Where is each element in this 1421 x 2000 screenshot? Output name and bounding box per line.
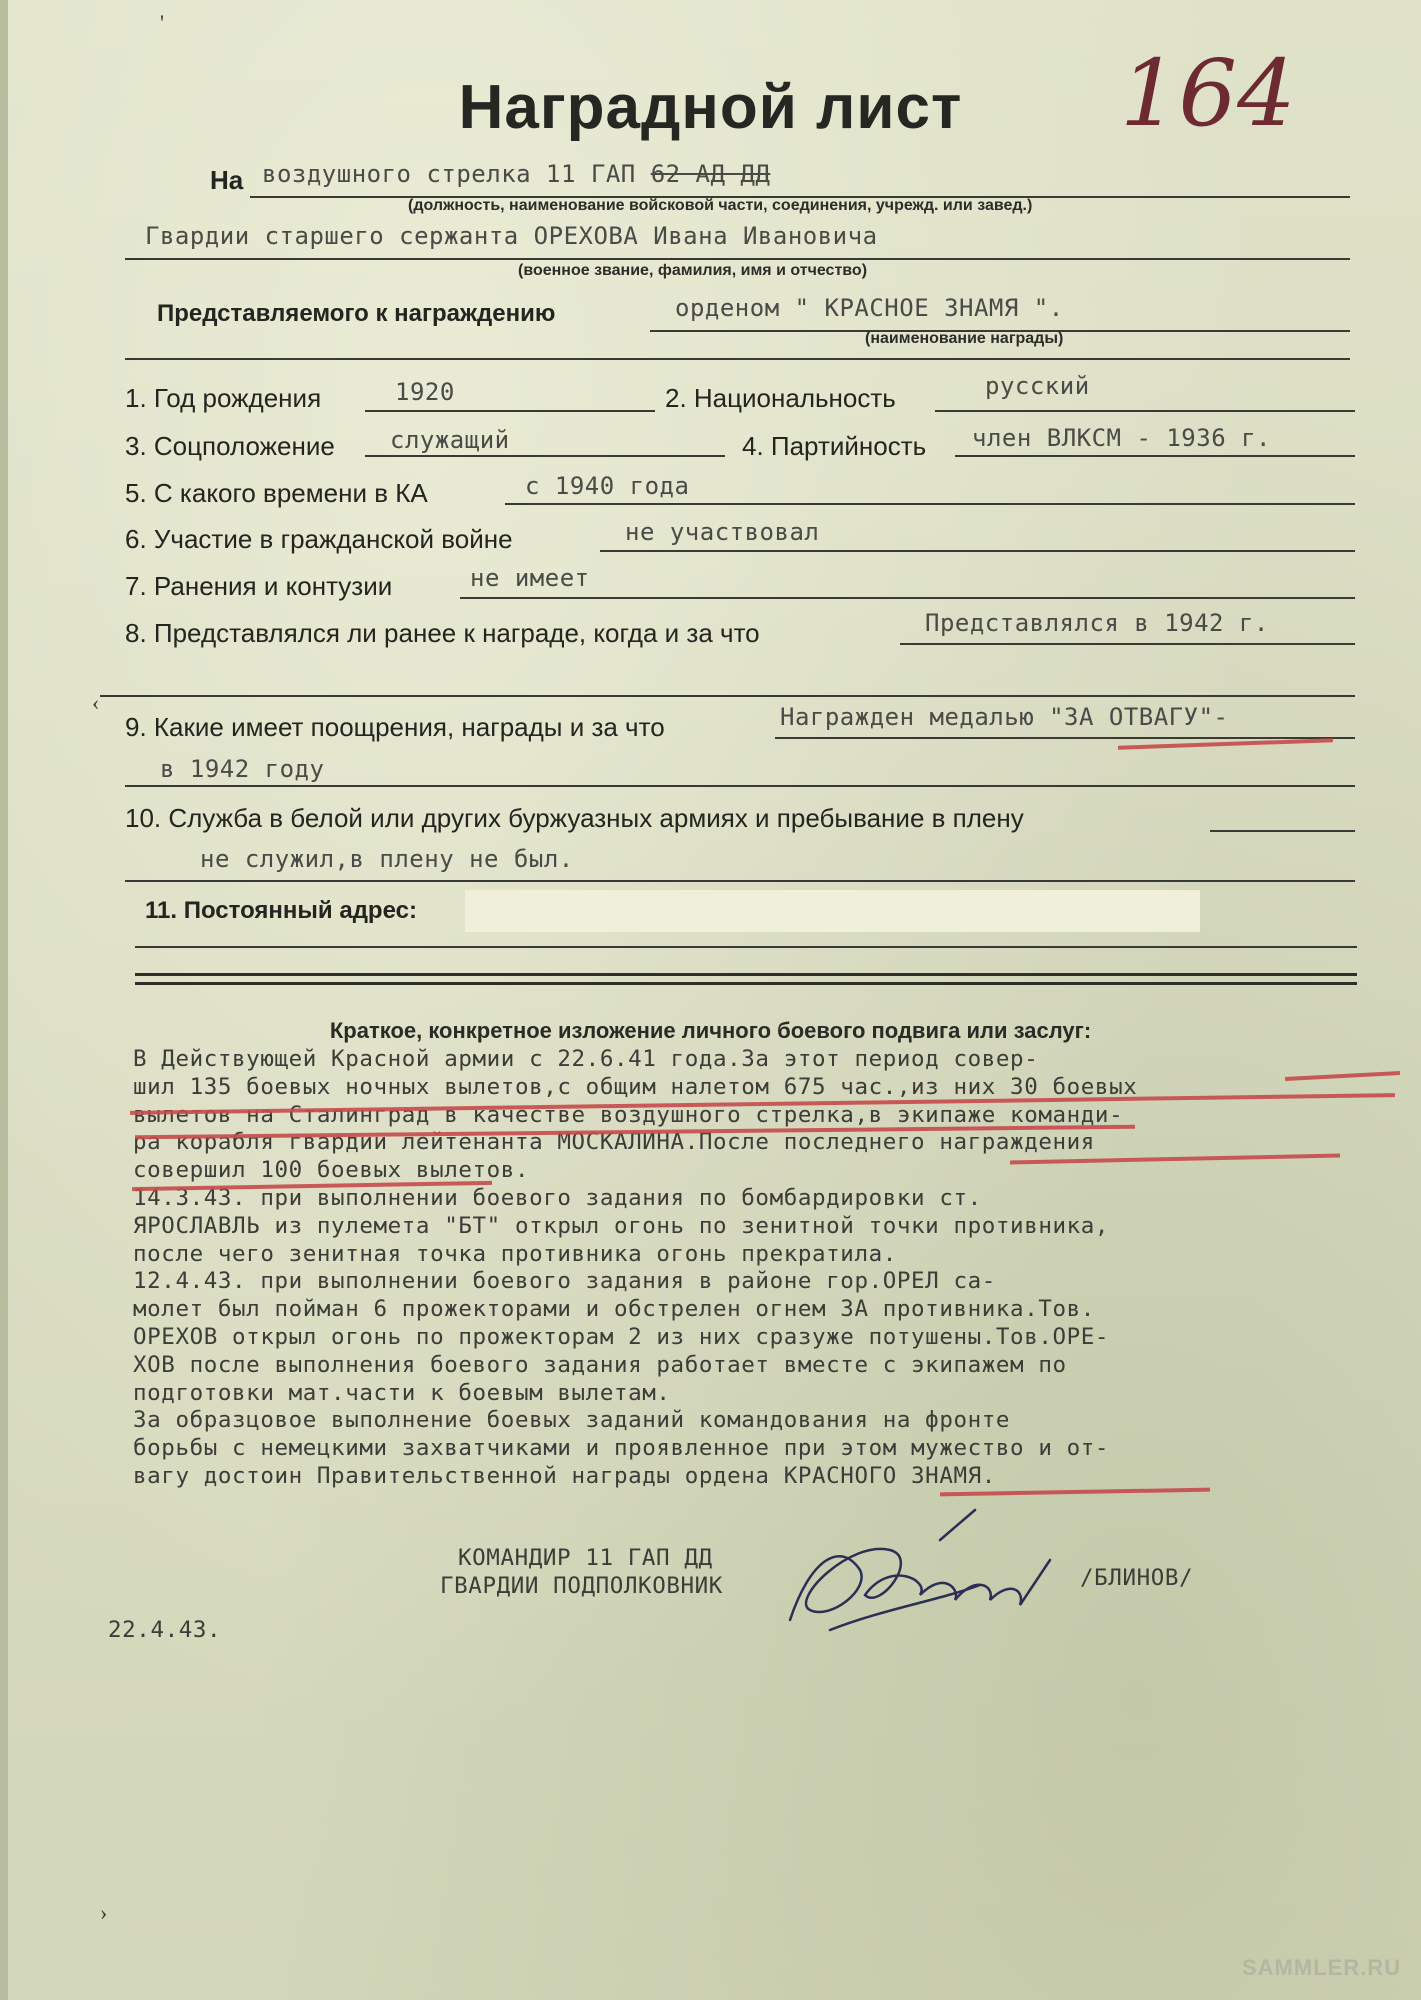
q4-label: 4. Партийность	[742, 431, 927, 461]
award-caption: (наименование награды)	[865, 330, 1064, 347]
summary-text	[133, 1046, 1137, 1491]
summary-line: после чего зенитная точка противника огонь прекратила.	[133, 1240, 897, 1267]
page-title: Наградной лист	[458, 73, 963, 142]
q1-line	[365, 410, 655, 412]
q6-line	[600, 550, 1355, 552]
q4-value: член ВЛКСМ - 1936 г.	[972, 424, 1271, 452]
q3-label: 3. Соцположение	[125, 431, 335, 461]
summary-line: молет был пойман 6 прожекторами и обстрелен огнем ЗА противника.Тов.	[133, 1296, 1095, 1323]
q8-value: Представлялся в 1942 г.	[925, 609, 1269, 637]
summary-line: ЯРОСЛАВЛЬ из пулемета "БТ" открыл огонь по зенитной точки противника,	[133, 1212, 1110, 1239]
q9-line-2	[125, 785, 1355, 787]
paper-edge	[0, 0, 8, 2000]
q2-label: 2. Национальность	[665, 383, 896, 413]
q7-value: не имеет	[470, 564, 590, 592]
commander-rank: ГВАРДИИ ПОДПОЛКОВНИК	[440, 1573, 723, 1599]
summary-line: 14.3.43. при выполнении боевого задания по бомбардировки ст.	[133, 1184, 982, 1211]
name-caption: (военное звание, фамилия, имя и отчество)	[518, 262, 868, 279]
q6-value: не участвовал	[625, 518, 820, 546]
q6-label: 6. Участие в гражданской войне	[125, 524, 513, 554]
q2-line	[935, 410, 1355, 412]
commander-name: /БЛИНОВ/	[1080, 1565, 1194, 1591]
position-unit: воздушного стрелка 11 ГАП	[262, 160, 636, 188]
recipient-name: Гвардии старшего сержанта ОРЕХОВА Ивана Ивановича	[145, 222, 878, 250]
position-struck-text: 62 АД ДД	[650, 160, 771, 188]
summary-line: ОРЕХОВ открыл огонь по прожекторам 2 из них сразуже потушены.Тов.ОРЕ-	[133, 1323, 1110, 1350]
q8-line-2	[100, 695, 1355, 697]
name-line	[125, 258, 1350, 260]
summary-line: ра корабля гвардии лейтенанта МОСКАЛИНА.После последнего награждения	[133, 1129, 1095, 1156]
handwritten-record-number	[1120, 40, 1296, 147]
position-value	[262, 160, 770, 188]
q3-value: служащий	[390, 426, 510, 454]
summary-line: В Действующей Красной армии с 22.6.41 года.За этот период совер-	[133, 1046, 1039, 1072]
q2-value: русский	[985, 372, 1090, 400]
q9-label: 9. Какие имеет поощрения, награды и за что	[125, 712, 665, 742]
q7-label: 7. Ранения и контузии	[125, 571, 393, 601]
q5-value: с 1940 года	[525, 472, 690, 500]
summary-line: вагу достоин Правительственной награды ордена КРАСНОГО ЗНАМЯ.	[133, 1462, 996, 1489]
q8-line	[900, 643, 1355, 645]
q11-label: 11. Постоянный адрес:	[145, 897, 417, 924]
award-line-2	[125, 358, 1350, 360]
summary-heading: Краткое, конкретное изложение личного боевого подвига или заслуг:	[329, 1018, 1092, 1043]
q3-line	[365, 455, 725, 457]
summary-line: ХОВ после выполнения боевого задания работает вместе с экипажем по	[133, 1351, 1067, 1378]
q5-line	[505, 503, 1355, 505]
q9-value: Награжден медалью "ЗА ОТВАГУ"-	[780, 703, 1229, 731]
summary-line: 12.4.43. при выполнении боевого задания в районе гор.ОРЕЛ са-	[133, 1268, 996, 1295]
paper-mark: ‹	[92, 690, 100, 715]
position-caption: (должность, наименование войсковой части, соединения, учрежд. или завед.)	[408, 197, 1033, 214]
section-rule-1	[135, 973, 1357, 976]
summary-line: подготовки мат.части к боевым вылетам.	[133, 1379, 671, 1406]
q1-value: 1920	[395, 378, 455, 406]
watermark: SAMMLER.RU	[1242, 1955, 1402, 1980]
summary-line: За образцовое выполнение боевых заданий командования на фронте	[133, 1407, 1011, 1434]
q9-value-2: в 1942 году	[160, 755, 325, 783]
summary-line: совершил 100 боевых вылетов.	[133, 1157, 530, 1184]
award-label: Представляемого к награждению	[157, 300, 556, 327]
award-value: орденом " КРАСНОЕ ЗНАМЯ ".	[675, 294, 1064, 322]
record-number: 164	[1120, 40, 1296, 147]
signature-scrawl	[770, 1500, 1090, 1650]
summary-line: вылетов на Сталинград в качестве воздушного стрелка,в экипаже команди-	[133, 1101, 1124, 1128]
paper-mark: ›	[100, 1900, 108, 1925]
red-underline-medal	[1118, 738, 1333, 750]
q8-label: 8. Представлялся ли ранее к награде, когда и за что	[125, 618, 760, 648]
q11-line-2	[135, 946, 1357, 948]
q5-label: 5. С какого времени в КА	[125, 478, 428, 508]
summary-line: шил 135 боевых ночных вылетов,с общим налетом 675 час.,из них 30 боевых	[133, 1073, 1138, 1100]
position-prefix: На	[210, 165, 244, 195]
paper-mark: '	[160, 10, 164, 35]
section-rule-2	[135, 982, 1357, 985]
commander-title: КОМАНДИР 11 ГАП ДД	[458, 1545, 713, 1571]
summary-line: борьбы с немецкими захватчиками и проявленное при этом мужество и от-	[133, 1435, 1110, 1462]
q9-line	[775, 737, 1355, 739]
q4-line	[955, 455, 1355, 457]
document-date: 22.4.43.	[108, 1617, 222, 1643]
q10-line-2	[125, 880, 1355, 882]
q10-label: 10. Служба в белой или других буржуазных армиях и пребывание в плену	[125, 803, 1024, 833]
redacted-address	[465, 890, 1200, 932]
q10-value: не служил,в плену не был.	[200, 845, 574, 873]
q1-label: 1. Год рождения	[125, 383, 322, 413]
q7-line	[460, 597, 1355, 599]
red-underline	[1285, 1071, 1400, 1081]
q10-line	[1210, 830, 1355, 832]
